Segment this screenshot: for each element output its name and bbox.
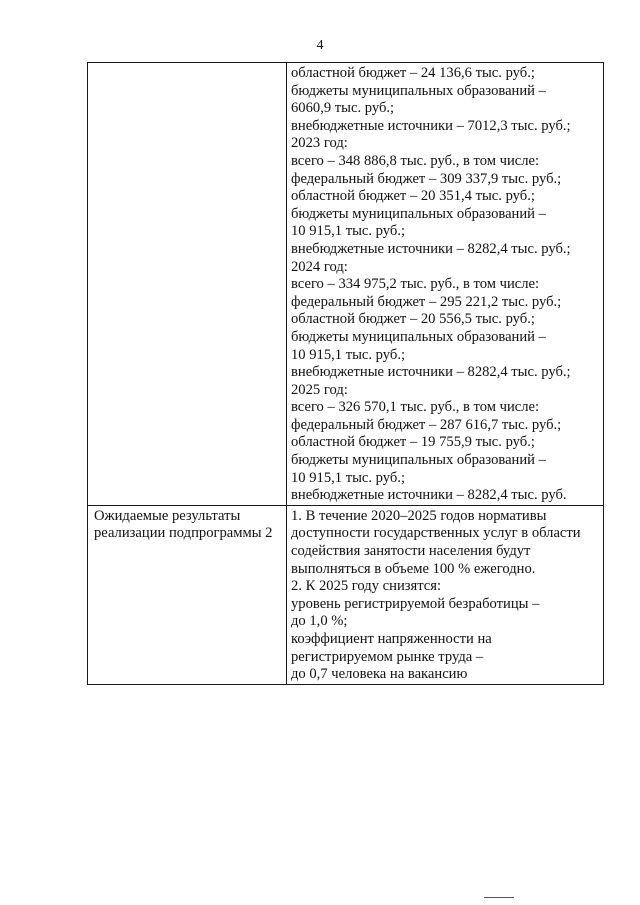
text-line: коэффициент напряженности на [291, 631, 492, 647]
text-line: областной бюджет – 20 351,4 тыс. руб.; [291, 188, 535, 205]
text-line: областной бюджет – 24 136,6 тыс. руб.; [291, 65, 535, 81]
expected-results-value-cell [287, 505, 604, 684]
text-line: бюджеты муниципальных образований – [291, 452, 546, 469]
text-line: областной бюджет – 20 556,5 тыс. руб.; [291, 311, 535, 328]
text-line: реализации подпрограммы 2 [94, 525, 273, 542]
text-line: регистрируемом рынке труда – [291, 648, 484, 665]
text-line: до 1,0 %; [291, 613, 348, 630]
text-line: бюджеты муниципальных образований – [291, 82, 546, 99]
expected-results-label-cell [88, 505, 287, 684]
text-line: внебюджетные источники – 8282,4 тыс. руб.; [291, 240, 571, 257]
text-line: 1. В течение 2020–2025 годов нормативы [291, 507, 547, 524]
text-line: федеральный бюджет – 287 616,7 тыс. руб.; [291, 416, 562, 433]
text-line: 10 915,1 тыс. руб.; [291, 223, 406, 240]
text-line: федеральный бюджет – 295 221,2 тыс. руб.; [291, 293, 562, 310]
subprogram-passport-table [87, 62, 604, 685]
table-row-funding [88, 63, 604, 506]
funding-label-cell [88, 63, 287, 506]
footer-mark [484, 897, 514, 898]
text-line: внебюджетные источники – 7012,3 тыс. руб.; [291, 117, 571, 134]
text-line: 2024 год: [291, 258, 348, 275]
text-line: 6060,9 тыс. руб.; [291, 100, 395, 117]
text-line: всего – 326 570,1 тыс. руб., в том числе: [291, 399, 540, 416]
text-line: всего – 334 975,2 тыс. руб., в том числе: [291, 276, 540, 293]
funding-value-cell [287, 63, 604, 506]
text-line: уровень регистрируемой безработицы – [291, 595, 540, 612]
text-line: всего – 348 886,8 тыс. руб., в том числе: [291, 152, 540, 169]
text-line: выполняться в объеме 100 % ежегодно. [291, 560, 536, 577]
table-row-expected-results [88, 505, 604, 684]
text-line: федеральный бюджет – 309 337,9 тыс. руб.; [291, 170, 562, 187]
text-line: внебюджетные источники – 8282,4 тыс. руб. [291, 487, 567, 504]
text-line: 10 915,1 тыс. руб.; [291, 469, 406, 486]
page-number: 4 [316, 38, 324, 53]
text-line: 2025 год: [291, 381, 348, 398]
text-line: бюджеты муниципальных образований – [291, 205, 546, 222]
text-line: 10 915,1 тыс. руб.; [291, 346, 406, 363]
text-line: 2. К 2025 году снизятся: [291, 578, 442, 595]
text-line: бюджеты муниципальных образований – [291, 328, 546, 345]
text-line: областной бюджет – 19 755,9 тыс. руб.; [291, 434, 535, 451]
text-line: до 0,7 человека на вакансию [291, 666, 468, 683]
text-line: внебюджетные источники – 8282,4 тыс. руб.; [291, 364, 571, 381]
text-line: содействия занятости населения будут [291, 543, 531, 560]
text-line: 2023 год: [291, 135, 348, 152]
text-line: доступности государственных услуг в области [291, 525, 581, 542]
text-line: Ожидаемые результаты [94, 507, 241, 524]
